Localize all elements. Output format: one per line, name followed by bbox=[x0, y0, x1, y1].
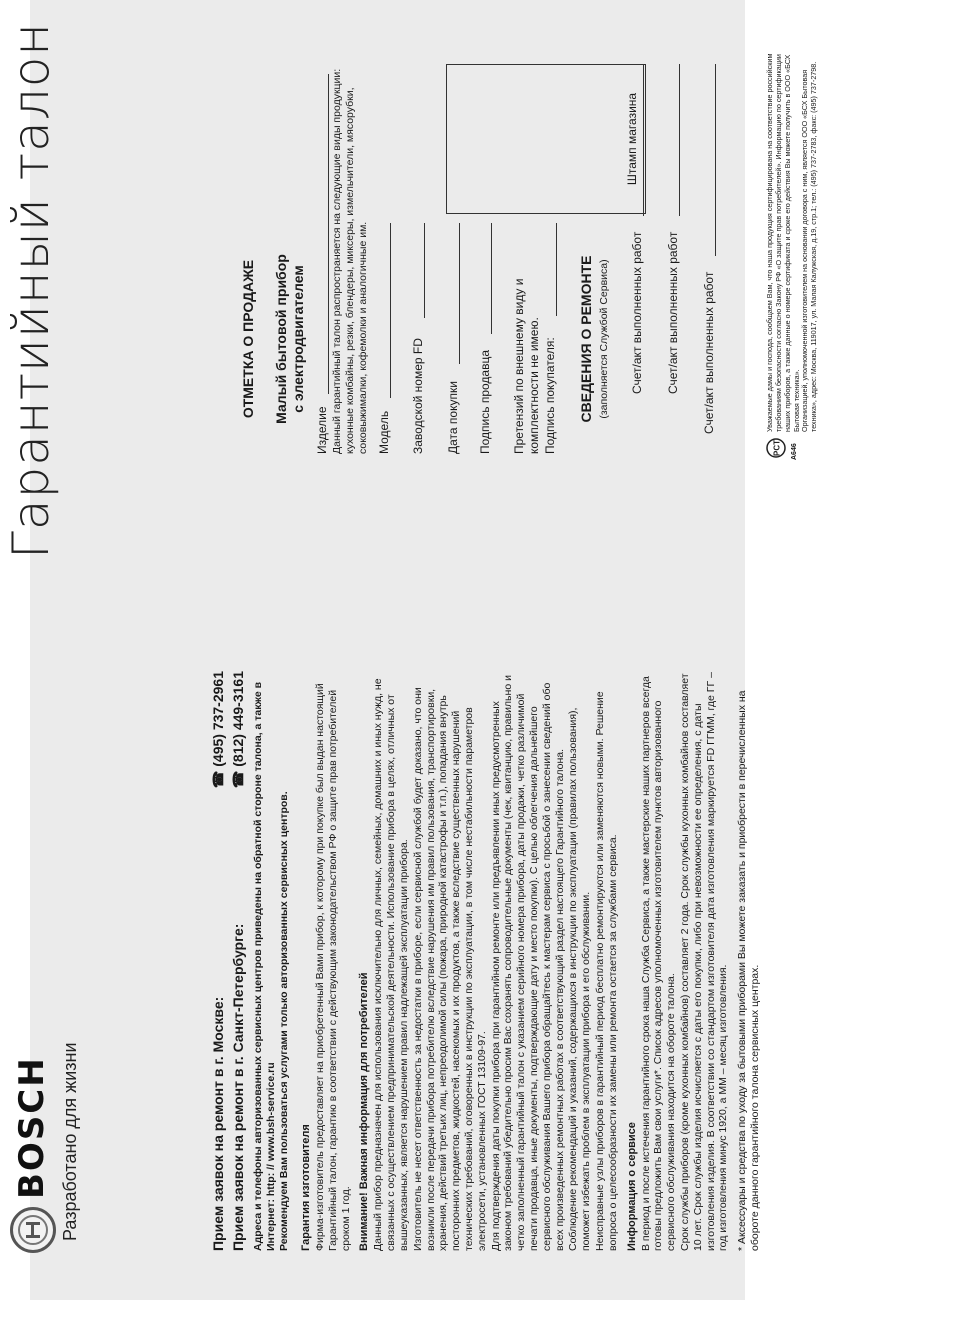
sale-subtitle-1: Малый бытовой прибор bbox=[273, 254, 289, 424]
footnote-text: * Аксессуары и средства по уходу за бытовыми приборами Вы можете заказать и приобрести в перечисленных на обороте данного гарантийного талона сервисных центрах. bbox=[736, 690, 761, 1251]
invoice-label-3: Счет/акт выполненных работ bbox=[702, 271, 716, 434]
certification-text-2: Организацией, уполномоченной изготовителем на основании договора с ним, является ООО «БСХ Бытовая техника», адрес: Москва, 119017, ул. Малая Калужская, д.19, стр.1; тел.: (495) 737-2783, факс: (495) 737-2798. bbox=[800, 61, 818, 432]
guarantee-title: Гарантия изготовителя bbox=[300, 1124, 312, 1251]
service-title: Информация о сервисе bbox=[625, 1122, 638, 1251]
invoice-label-2: Счет/акт выполненных работ bbox=[666, 231, 680, 394]
serial-line[interactable] bbox=[424, 223, 425, 318]
cert-mark: А646 bbox=[791, 443, 798, 460]
parts-text: Неисправные узлы приборов в гарантийный период бесплатно ремонтируются или заменяются новыми. Решение вопроса о целесообразности их замены или ремонта остается за службами сервиса. bbox=[593, 691, 619, 1251]
invoice-line-3[interactable] bbox=[715, 64, 716, 256]
repair-title: СВЕДЕНИЯ О РЕМОНТЕ bbox=[578, 255, 594, 423]
store-stamp-box bbox=[446, 64, 646, 214]
serial-label: Заводской номер FD bbox=[411, 338, 425, 454]
attention-text: Данный прибор предназначен для использования исключительно для личных, семейных, домашних и иных нужд, не связанных с осуществлением предпринимательской деятельности. Использование прибора в целях, отличных от вышеуказанных, является нарушением правил надлежащей эксплуатации прибора. bbox=[372, 678, 410, 1251]
sale-subtitle-2: с электродвигателем bbox=[290, 265, 306, 413]
spb-phone: ☎ (812) 449-3161 bbox=[230, 671, 246, 789]
certification-marks bbox=[765, 432, 817, 462]
spb-label: Прием заявок на ремонт в г. Санкт-Петербурге: bbox=[230, 923, 246, 1251]
attention-title: Внимание! Важная информация для потребителей bbox=[358, 972, 371, 1251]
product-description: Данный гарантийный талон распространяется на следующие виды продукции: кухонные комбайны, резки, блендеры, миксеры, измельчители, мясорубки, соковыжималки, кофемолки и аналогичные им. bbox=[331, 68, 369, 454]
confirm-text: Для подтверждения даты покупки прибора при гарантийном ремонте или предъявлении иных предусмотренных законом требований убедительно просим Вас сохранять сопроводительные документы (чек, квитанцию, правильно и четко заполненный гарантийный талон с указанием серийного номера прибора, даты продажи, четко различимой печати продавца, иные документы, подтверждающие дату и место покупки). С целью облегчения дальнейшего сервисного обслуживания Вашего прибора обращайтесь к мастерам сервиса с просьбой о занесении сведений обо всех произведенных ремонтных работах в соответствующий раздел настоящего Гарантийного талона. bbox=[489, 675, 566, 1251]
moscow-label: Прием заявок на ремонт в г. Москве: bbox=[210, 996, 226, 1251]
liability-text: Изготовитель не несет ответственность за недостатки в приборе, если сервисной службой будет доказано, что они возникли после передачи прибора потребителю вследствие нарушения им правил пользования, транспортировки, хранения, действий третьих лиц, непреодолимой силы (пожара, природной катастрофы и т.п.), попадания внутрь посторонних предметов, жидкостей, насекомых и их продуктов, а также вследствие существенных нарушений технических требований, оговоренных в инструкции по эксплуатации, в том числе нестабильности параметров электросети, установленных ГОСТ 13109-97. bbox=[411, 687, 488, 1251]
certification-text-1: Уважаемые дамы и господа, сообщаем Вам, что наша продукция сертифицирована на соответствие российским требованиям безопасности согласно Закону РФ «О защите прав потребителей». Информацию по сертификации наших приборов, а также данные о номере сертификата и сроке его действия Вы можете получить в ООО «БСХ Бытовая техника». bbox=[765, 53, 801, 432]
model-line[interactable] bbox=[390, 223, 391, 398]
model-label: Модель bbox=[377, 410, 391, 454]
pct-certification-icon bbox=[765, 437, 787, 459]
moscow-row bbox=[210, 671, 227, 1251]
guarantee-text: Фирма-изготовитель предоставляет на приобретенный Вами прибор, к которому при покупке был выдан настоящий Гарантийный талон, гарантию в соответствии с действующим законодательством РФ о защите прав потребителей сроком 1 год. bbox=[314, 683, 352, 1251]
repair-subtitle: (заполняется Службой Сервиса) bbox=[598, 259, 610, 419]
date-label: Дата покупки bbox=[446, 381, 460, 454]
product-line[interactable] bbox=[328, 74, 329, 394]
buyer-sign-line[interactable] bbox=[556, 223, 557, 316]
sale-title: ОТМЕТКА О ПРОДАЖЕ bbox=[240, 259, 256, 419]
service-text: В период и после истечения гарантийного срока наша Служба Сервиса, а также мастерские наших партнеров всегда готовы предложить Вам свои услуги*. Список адресов уполномоченных изготовителем пунктов авторизованного сервисного обслуживания находится на обороте талона. bbox=[639, 676, 678, 1251]
buyer-sign-label: Подпись покупателя: bbox=[543, 337, 557, 454]
service-body bbox=[294, 671, 763, 1251]
moscow-phone: ☎ (495) 737-2961 bbox=[210, 671, 226, 789]
spb-row bbox=[230, 671, 247, 1251]
service-column bbox=[210, 671, 930, 1251]
brand-slogan: Разработано для жизни bbox=[60, 1042, 80, 1241]
stamp-label: Штамп магазина bbox=[625, 92, 639, 186]
svg-text:PCT: PCT bbox=[772, 440, 782, 456]
brand-name: BOSCH bbox=[12, 1056, 52, 1199]
date-line[interactable] bbox=[459, 223, 460, 364]
page-title: Гарантийный талон bbox=[2, 22, 60, 559]
invoice-label-1: Счет/акт выполненных работ bbox=[630, 231, 644, 394]
invoice-line-1[interactable] bbox=[643, 64, 644, 216]
seller-sign-label: Подпись продавца bbox=[478, 349, 492, 454]
bosch-armature-icon bbox=[10, 1207, 56, 1253]
seller-sign-line[interactable] bbox=[491, 223, 492, 334]
product-label: Изделие bbox=[315, 406, 329, 454]
addresses-text: Адреса и телефоны авторизованных сервисных центров приведены на обратной стороне талона, а также в Интернет: http: // www.bsh-service.ru bbox=[252, 681, 277, 1251]
sale-column bbox=[210, 44, 940, 634]
recommend-text: Рекомендуем Вам пользоваться услугами только авторизованных сервисных центров. bbox=[278, 791, 290, 1251]
brand-block bbox=[2, 1041, 152, 1251]
invoice-line-2[interactable] bbox=[679, 64, 680, 216]
compliance-text: Соблюдение рекомендаций и указаний, содержащихся в инструкции по эксплуатации (правилах пользования), поможет избежать проблем в эксплуатации прибора и его обслуживании. bbox=[567, 707, 593, 1251]
claims-text: Претензий по внешнему виду и комплектности не имею. bbox=[512, 278, 541, 454]
lifetime-text: Срок службы приборов (кроме кухонных комбайнов) составляет 2 года. Срок службы кухонных комбайнов составляет 10 лет. Срок службы изделия исчисляется с даты его покупки, либо при невозможности ее определения, с даты изготовления изделия. В соответствии со стандартом изготовителя дата изготовления маркируется FD ГГММ, где ГГ – год изготовления минус 1920, а ММ – месяц изготовления. bbox=[678, 672, 730, 1251]
